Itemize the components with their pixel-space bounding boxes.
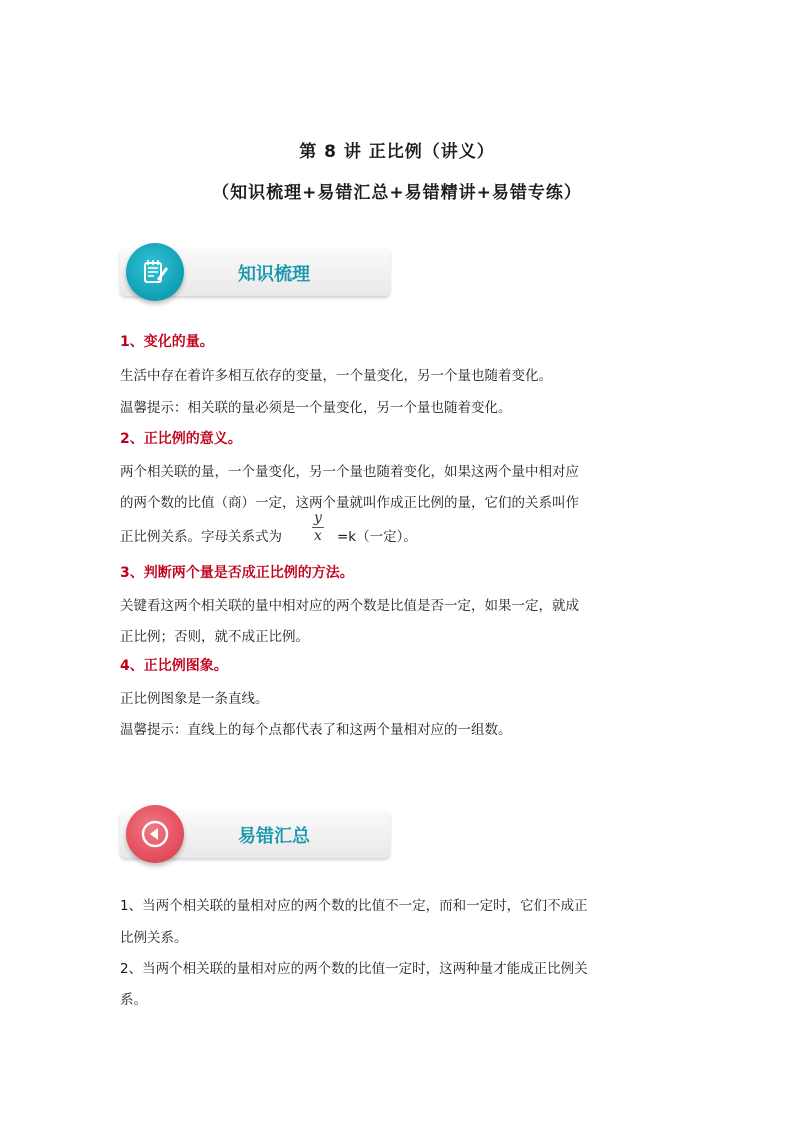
heading-3: 3、判断两个量是否成正比例的方法。: [120, 565, 354, 581]
paragraph: 比例关系。: [120, 930, 188, 946]
paragraph: 正比例关系。字母关系式为: [120, 529, 282, 545]
back-arrow-icon: [126, 805, 184, 863]
fraction-numerator: y: [314, 510, 322, 526]
section-title-knowledge: 知识梳理: [238, 264, 310, 285]
notepad-icon: [126, 243, 184, 301]
heading-2: 2、正比例的意义。: [120, 431, 242, 447]
formula-text: =k（一定）。: [337, 529, 417, 545]
fraction-denominator: x: [314, 528, 322, 544]
paragraph: 正比例；否则，就不成正比例。: [120, 629, 309, 645]
paragraph: 的两个数的比值（商）一定，这两个量就叫作成正比例的量，它们的关系叫作: [120, 495, 579, 511]
paragraph: 正比例图象是一条直线。: [120, 691, 269, 707]
paragraph: 1、当两个相关联的量相对应的两个数的比值不一定，而和一定时，它们不成正: [120, 898, 588, 914]
heading-1: 1、变化的量。: [120, 334, 214, 350]
paragraph: 关键看这两个相关联的量中相对应的两个数是比值是否一定，如果一定，就成: [120, 598, 579, 614]
section-title-errors: 易错汇总: [238, 826, 310, 847]
formula-fraction: [312, 511, 324, 544]
heading-4: 4、正比例图象。: [120, 658, 228, 674]
page-title: 第 8 讲 正比例（讲义）: [299, 142, 495, 162]
paragraph: 生活中存在着许多相互依存的变量，一个量变化，另一个量也随着变化。: [120, 368, 552, 384]
page-subtitle: （知识梳理+易错汇总+易错精讲+易错专练）: [212, 183, 582, 203]
paragraph: 两个相关联的量，一个量变化，另一个量也随着变化，如果这两个量中相对应: [120, 464, 579, 480]
paragraph: 系。: [120, 992, 147, 1008]
tip-text: 温馨提示：相关联的量必须是一个量变化，另一个量也随着变化。: [120, 400, 512, 416]
paragraph: 2、当两个相关联的量相对应的两个数的比值一定时，这两种量才能成正比例关: [120, 961, 588, 977]
tip-text: 温馨提示：直线上的每个点都代表了和这两个量相对应的一组数。: [120, 722, 512, 738]
